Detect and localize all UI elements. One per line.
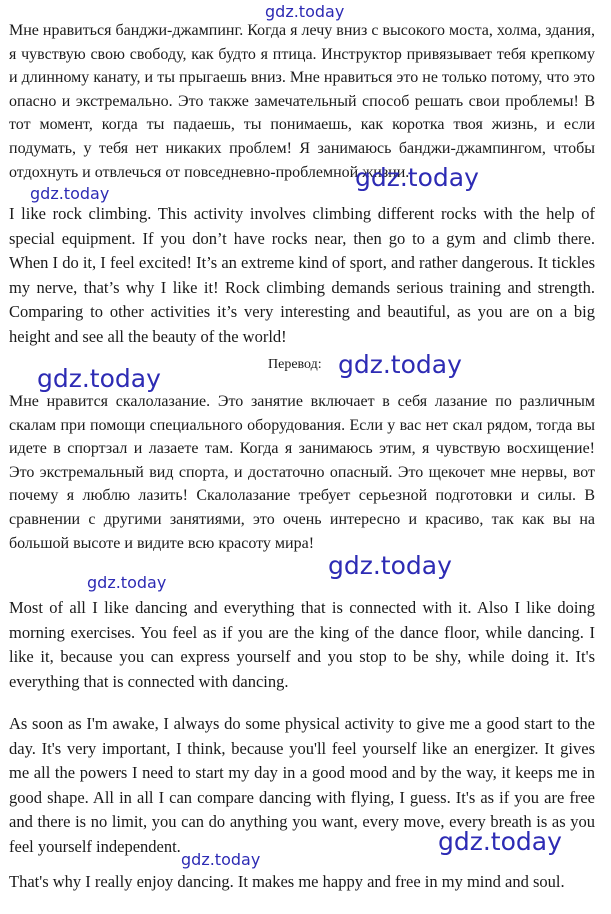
watermark-top: gdz.today <box>265 2 345 21</box>
paragraph-enjoy-dancing-en: That's why I really enjoy dancing. It makes me happy and free in my mind and soul. <box>9 872 565 891</box>
watermark-3: gdz.today <box>338 350 462 379</box>
watermark-6: gdz.today <box>87 573 167 592</box>
paragraph-morning-activity-en: As soon as I'm awake, I always do some physical activity to give me a good start to the day. It's very important, I think, because you'll feel yourself like an energizer. It gives me all the powers I need to start my day in a good mood and by the way, it keeps me in good shape. All in all I can compare dancing with flying, I guess. It's as if you are free and there is no limit, you can do anything you want, every move, every breath is as you feel yourself independent. <box>9 714 595 856</box>
watermark-4: gdz.today <box>37 364 161 393</box>
paragraph-rock-climbing-en: I like rock climbing. This activity involves climbing different rocks with the help of special equipment. If you don’t have rocks near, then go to a gym and climb there. When I do it, I feel excited! It’s an extreme kind of sport, and rather dangerous. It tickles my nerve, that’s why I like it! Rock climbing demands serious training and strength. Comparing to other activities it’s very interesting and beautiful, as you are on a big height and see all the beauty of the world! <box>9 204 595 346</box>
watermark-1: gdz.today <box>30 184 110 203</box>
paragraph-bungee-ru: Мне нравиться банджи-джампинг. Когда я лечу вниз с высокого моста, холма, здания, я чувствую свою свободу, как будто я птица. Инструктор привязывает тебя крепкому и длинному канату, и ты прыгаешь вниз. Мне нравиться это не только потому, что это опасно и экстремально. Это также замечательный способ решать свои проблемы! В тот момент, когда ты падаешь, ты понимаешь, как коротка твоя жизнь, и если подумать, у тебя нет никаких проблем! Я занимаюсь банджи-джампингом, чтобы отдохнуть и отвлечься от повседневно-проблемной жизни. <box>9 22 595 181</box>
translation-label: Перевод: <box>268 357 322 372</box>
watermark-7: gdz.today <box>438 827 562 856</box>
paragraph-rock-climbing-ru: Мне нравится скалолазание. Это занятие включает в себя лазание по различным скалам при помощи специального оборудования. Если у вас нет скал рядом, тогда вы идете в спортзал и лазаете там. Когда я занимаюсь этим, я чувствую восхищение! Это экстремальный вид спорта, и достаточно опасный. Это щекочет мне нервы, вот почему я люблю лазить! Скалолазание требует серьезной подготовки и силы. В сравнении с другими занятиями, это очень интересно и красиво, так как вы на большой высоте и видите всю красоту мира! <box>9 393 595 552</box>
watermark-8: gdz.today <box>181 850 261 869</box>
watermark-2: gdz.today <box>355 163 479 192</box>
paragraph-dancing-en: Most of all I like dancing and everything that is connected with it. Also I like doing morning exercises. You feel as if you are the king of the dance floor, while dancing. I like it, because you can express yourself and you stop to be shy, while doing it. It's everything that is connected with dancing. <box>9 598 595 691</box>
watermark-5: gdz.today <box>328 551 452 580</box>
